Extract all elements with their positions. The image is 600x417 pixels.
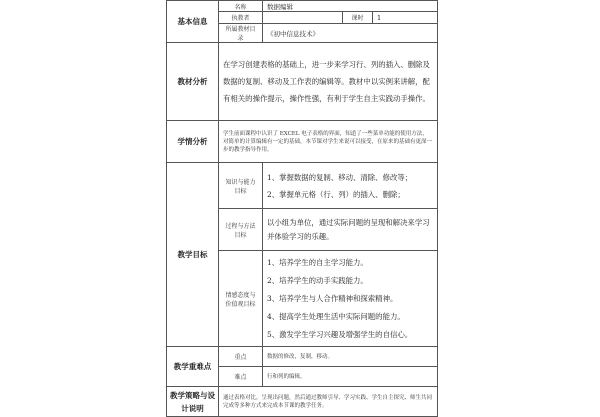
teacher-value	[263, 12, 343, 24]
strategy-row	[167, 387, 438, 417]
process-text: 以小组为单位，通过实际问题的呈现和解决来学习并体验学习的乐趣。	[263, 209, 438, 251]
knowledge-label: 知识与能力目标	[219, 163, 263, 209]
hours-label: 课时	[343, 12, 373, 24]
learner-text: 学生前面课程中认识了 EXCEL 电子表格的界面，知道了一些菜单功能的使用方法，对简单的计算编辑有一定的基础，本节课对学生来说可以接受，在原来的基础有更深一步的教学指导作用。	[219, 121, 438, 163]
teacher-label: 执教者	[219, 12, 263, 24]
process-label: 过程与方法目标	[219, 209, 263, 251]
catalog-label: 所属教材目录	[219, 24, 263, 43]
keypoint-row	[167, 347, 438, 367]
strategy-heading: 教学策略与设计说明	[167, 387, 219, 417]
attitude-label: 情感态度与价值观目标	[219, 251, 263, 347]
attitude-list	[263, 251, 438, 347]
basic-row-name	[167, 1, 438, 12]
difficulty-label: 难点	[219, 367, 263, 387]
name-label: 名称	[219, 1, 263, 12]
knowledge-item: 1、掌握数据的复制、移动、清除、修改等；	[267, 172, 413, 182]
lesson-plan-table	[166, 0, 438, 417]
attitude-item: 1、培养学生的自主学习能力。	[267, 257, 368, 267]
catalog-value: 《初中信息技术》	[263, 24, 438, 43]
keypoints-heading: 教学重难点	[167, 347, 219, 387]
material-heading: 教材分析	[167, 43, 219, 121]
attitude-item: 5、激发学生学习兴趣及增强学生的自信心。	[267, 329, 413, 339]
strategy-text: 通过表格对比，呈现出问题，然后通过教师引导、学习实践、学生自主探究、师生共同完成等多种方式来完成本节课的教学任务。	[219, 387, 438, 417]
knowledge-list	[263, 163, 438, 209]
material-text: 在学习创建表格的基础上，进一步来学习行、列的插入、删除及数据的复制、移动及工作表的编辑等。教材中以实例来讲解，配有相关的操作提示，操作性强，有利于学生自主实践动手操作。	[219, 43, 438, 121]
attitude-item: 4、提高学生处理生活中实际问题的能力。	[267, 311, 405, 321]
learner-row	[167, 121, 438, 163]
key-text: 数据的修改，复制，移动。	[263, 347, 438, 367]
hours-value: 1	[373, 12, 438, 24]
knowledge-item: 2、掌握单元格（行、列）的插入、删除；	[267, 189, 405, 199]
goals-knowledge-row	[167, 163, 438, 209]
name-value: 数据编辑	[263, 1, 438, 12]
material-row	[167, 43, 438, 121]
key-label: 重点	[219, 347, 263, 367]
attitude-item: 3、培养学生与人合作精神和探索精神。	[267, 293, 398, 303]
lesson-plan-sheet	[166, 0, 437, 413]
difficulty-text: 行和列的编辑。	[263, 367, 438, 387]
attitude-item: 2、培养学生的动手实践能力。	[267, 275, 368, 285]
learner-heading: 学情分析	[167, 121, 219, 163]
basic-info-heading: 基本信息	[167, 1, 219, 43]
goals-heading: 教学目标	[167, 163, 219, 347]
